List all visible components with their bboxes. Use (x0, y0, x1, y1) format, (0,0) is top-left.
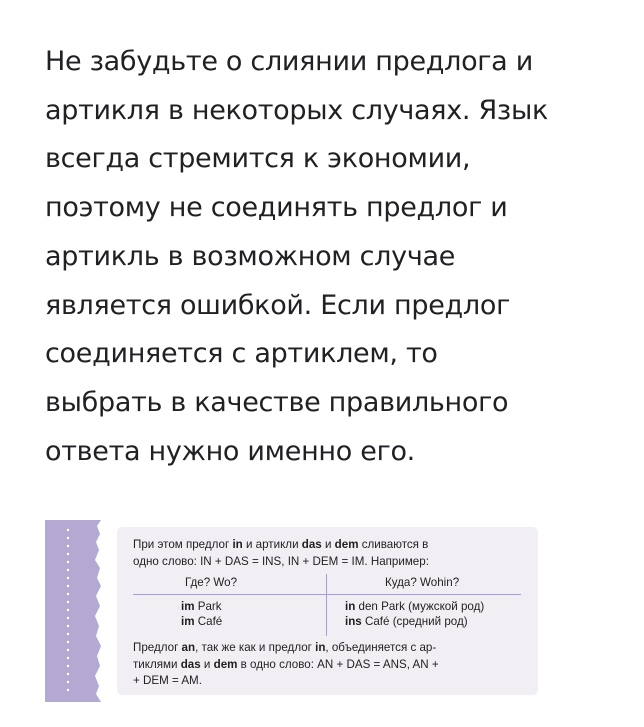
table-divider-horizontal (133, 594, 521, 595)
note-paragraph-2 (133, 640, 525, 690)
main-paragraph (45, 38, 625, 476)
table-header-where: Где? Wo? (185, 576, 238, 589)
table-divider-vertical (326, 574, 327, 636)
decorative-side-strip (45, 520, 101, 702)
grammar-note-box (117, 527, 538, 695)
note-line: Предлог an, так же как и предлог in, объединяется с ар- (133, 641, 437, 654)
note-line: При этом предлог in и артикли das и dem сливаются в (133, 538, 429, 551)
note-line: тиклями das и dem в одно слово: AN + DAS = ANS, AN + (133, 657, 439, 671)
note-line: одно слово: IN + DAS = INS, IN + DEM = IM. Например: (133, 554, 429, 568)
main-text-line: артикля в некоторых случаях. Язык (45, 94, 549, 126)
table-cell: im Café (181, 615, 223, 628)
table-header-where-to: Куда? Wohin? (385, 576, 460, 589)
note-paragraph-1 (133, 537, 525, 570)
note-line: + DEM = AM. (133, 674, 202, 687)
main-text-line: Не забудьте о слиянии предлога и (45, 46, 533, 77)
table-cell: im Park (181, 600, 222, 613)
main-text-line: соединяется с артиклем, то (45, 338, 438, 370)
table-cell: in den Park (мужской род) (345, 600, 485, 613)
main-text-line: поэтому не соединять предлог и (45, 192, 508, 224)
textbook-excerpt-image (45, 520, 538, 702)
main-text-line: выбрать в качестве правильного (45, 386, 509, 418)
main-text-line: всегда стремится к экономии, (45, 143, 471, 175)
torn-edge-graphic (45, 520, 105, 702)
main-text-line: является ошибкой. Если предлог (45, 289, 510, 321)
table-cell: ins Café (средний род) (345, 615, 468, 628)
main-text-line: артикль в возможном случае (45, 240, 456, 272)
main-text-line: ответа нужно именно его. (45, 435, 415, 467)
